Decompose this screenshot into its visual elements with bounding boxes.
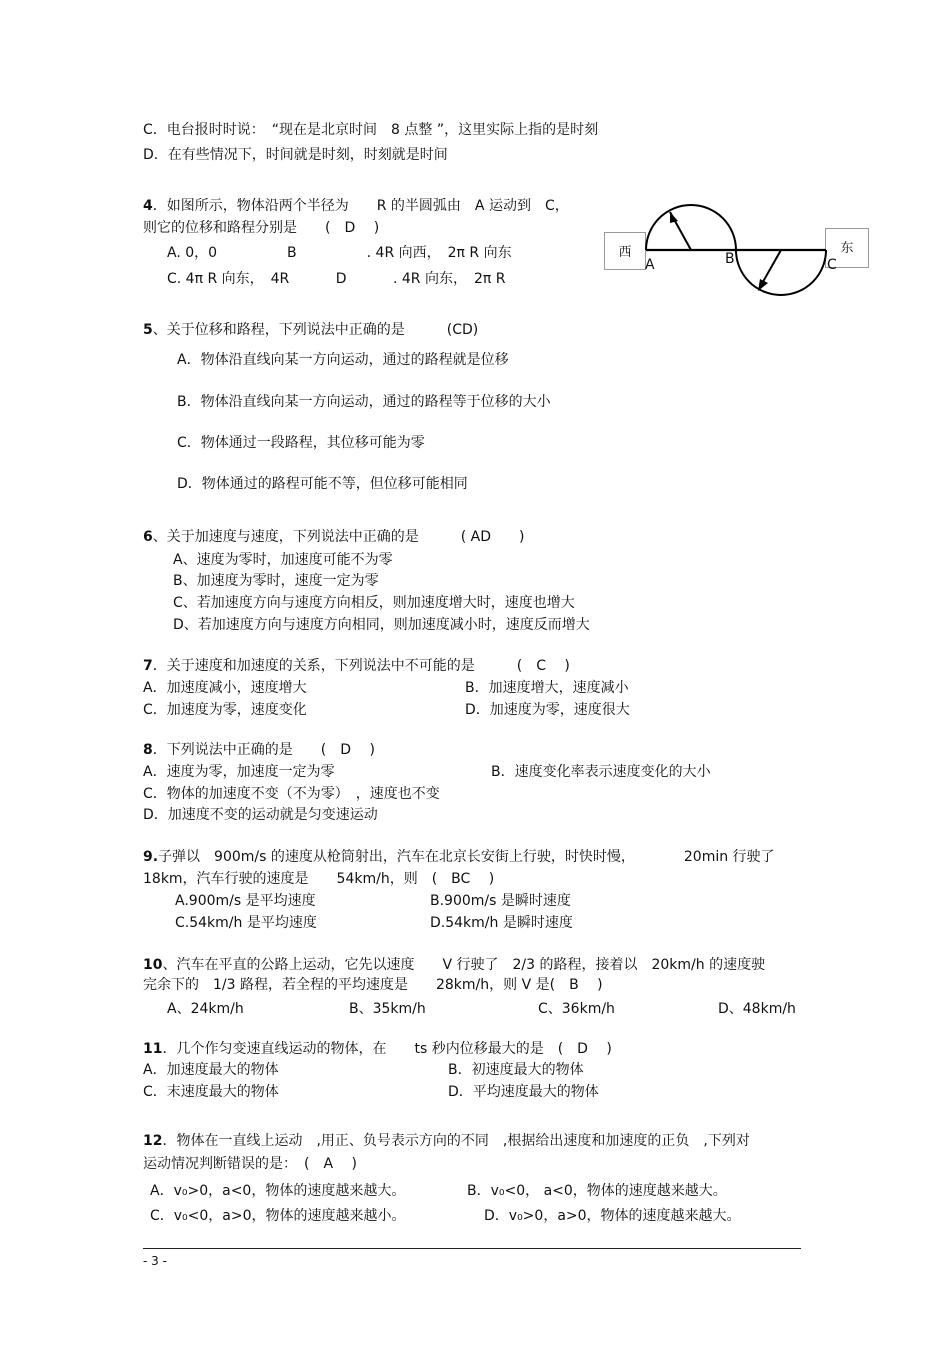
point-b-label: B (725, 251, 735, 267)
q6-option-a: A、速度为零时，加速度可能不为零 (173, 552, 393, 568)
q9-stem-text1: 子弹以 900m/s 的速度从枪筒射出，汽车在北京长安街上行驶，时快时慢， 20min 行驶了 (158, 849, 775, 865)
q6-option-d: D、若加速度方向与速度方向相同，则加速度减小时，速度反而增大 (173, 617, 590, 633)
q8-option-b: B．速度变化率表示速度变化的大小 (491, 764, 711, 780)
q10-stem-line2: 完余下的 1/3 路程，若全程的平均速度是 28km/h，则 V 是( B ) (143, 977, 603, 993)
q11-option-a: A．加速度最大的物体 (143, 1062, 279, 1078)
q12-number: 12 (143, 1133, 163, 1149)
q7-stem-text: ．关于速度和加速度的关系，下列说法中不可能的是 ( C ) (152, 658, 570, 674)
q8-option-d: D．加速度不变的运动就是匀变速运动 (143, 807, 378, 823)
q9-stem-line1 (143, 848, 775, 866)
q11-option-d: D．平均速度最大的物体 (448, 1084, 599, 1100)
q9-option-b: B.900m/s 是瞬时速度 (430, 893, 571, 909)
q8-stem-text: ．下列说法中正确的是 ( D ) (152, 742, 375, 758)
q7-option-c: C．加速度为零，速度变化 (143, 702, 307, 718)
q9-option-d: D.54km/h 是瞬时速度 (430, 915, 573, 931)
q12-stem-line2: 运动情况判断错误的是： ( A ) (143, 1156, 357, 1172)
q5-number: 5 (143, 322, 153, 338)
page-number: - 3 - (143, 1254, 167, 1268)
q5-stem-text: 、关于位移和路程，下列说法中正确的是 (CD) (152, 322, 479, 338)
q9-option-a: A.900m/s 是平均速度 (175, 893, 316, 909)
q8-option-a: A．速度为零，加速度一定为零 (143, 764, 335, 780)
q12-option-a: A．v₀>0，a<0，物体的速度越来越大。 (150, 1183, 406, 1199)
q8-stem (143, 741, 375, 759)
upper-semicircle (646, 205, 736, 250)
q4-options-cd: C. 4π R 向东， 4R D . 4R 向东， 2π R (167, 271, 506, 287)
q12-option-b: B．v₀<0， a<0，物体的速度越来越大。 (467, 1183, 727, 1199)
q8-number: 8 (143, 742, 153, 758)
q12-option-d: D．v₀>0，a>0，物体的速度越来越大。 (484, 1208, 741, 1224)
q4-stem-text1: ．如图所示，物体沿两个半径为 R 的半圆弧由 A 运动到 C， (152, 198, 569, 214)
west-label: 西 (618, 245, 632, 260)
q10-option-b: B、35km/h (349, 1001, 426, 1017)
q5-option-a: A．物体沿直线向某一方向运动，通过的路程就是位移 (177, 352, 509, 368)
q6-option-c: C、若加速度方向与速度方向相反，则加速度增大时，速度也增大 (173, 595, 575, 611)
q12-stem-text1: ．物体在一直线上运动 ,用正、负号表示方向的不同 ,根据给出速度和加速度的正负 ,下列对 (162, 1133, 750, 1149)
q7-number: 7 (143, 658, 153, 674)
q7-option-b: B．加速度增大，速度减小 (465, 680, 629, 696)
footer-rule (143, 1248, 801, 1249)
q3-option-c: C．电台报时时说： “现在是北京时间 8 点整 ”，这里实际上指的是时刻 (143, 122, 599, 138)
q4-stem-line1 (143, 197, 569, 215)
q10-number: 10 (143, 957, 163, 973)
q5-option-c: C．物体通过一段路程，其位移可能为零 (177, 435, 425, 451)
q12-stem-line1 (143, 1132, 750, 1150)
q6-option-b: B、加速度为零时，速度一定为零 (173, 573, 379, 589)
q9-option-c: C.54km/h 是平均速度 (175, 915, 317, 931)
q11-stem-text: ．几个作匀变速直线运动的物体，在 ts 秒内位移最大的是 ( D ) (162, 1041, 612, 1057)
q9-number: 9. (143, 849, 159, 865)
lower-semicircle (736, 250, 826, 295)
semicircle-path-svg (640, 195, 830, 300)
q3-option-d: D．在有些情况下，时间就是时刻，时刻就是时间 (143, 147, 448, 163)
q10-option-d: D、48km/h (718, 1001, 796, 1017)
q10-stem-text1: 、汽车在平直的公路上运动，它先以速度 V 行驶了 2/3 的路程，接着以 20km/h 的速度驶 (162, 957, 766, 973)
q5-option-b: B．物体沿直线向某一方向运动，通过的路程等于位移的大小 (177, 394, 551, 410)
q7-option-d: D．加速度为零，速度很大 (465, 702, 630, 718)
q6-stem-text: 、关于加速度与速度，下列说法中正确的是 ( AD ) (152, 529, 525, 545)
q11-option-b: B．初速度最大的物体 (448, 1062, 584, 1078)
q11-number: 11 (143, 1041, 163, 1057)
q12-option-c: C．v₀<0，a>0，物体的速度越来越小。 (150, 1208, 406, 1224)
east-label: 东 (840, 241, 854, 256)
q10-stem-line1 (143, 956, 765, 974)
q11-stem (143, 1040, 612, 1058)
arrowhead-lower (758, 279, 768, 291)
q5-stem (143, 321, 478, 339)
q6-stem (143, 528, 524, 546)
q4-number: 4 (143, 198, 153, 214)
q10-option-c: C、36km/h (538, 1001, 615, 1017)
q8-option-c: C．物体的加速度不变（不为零） ，速度也不变 (143, 786, 440, 802)
q5-option-d: D．物体通过的路程可能不等，但位移可能相同 (177, 476, 468, 492)
q4-options-ab: A. 0，0 B . 4R 向西， 2π R 向东 (167, 245, 512, 261)
arrowhead-upper (670, 212, 678, 223)
q10-option-a: A、24km/h (167, 1001, 244, 1017)
q7-option-a: A．加速度减小，速度增大 (143, 680, 307, 696)
q6-number: 6 (143, 529, 153, 545)
q11-option-c: C．末速度最大的物体 (143, 1084, 279, 1100)
q7-stem (143, 657, 570, 675)
q4-stem-line2: 则它的位移和路程分别是 ( D ) (143, 220, 380, 236)
q9-stem-line2: 18km，汽车行驶的速度是 54km/h，则 ( BC ) (143, 871, 495, 887)
point-c-label: C (827, 257, 837, 273)
point-a-label: A (645, 257, 655, 273)
